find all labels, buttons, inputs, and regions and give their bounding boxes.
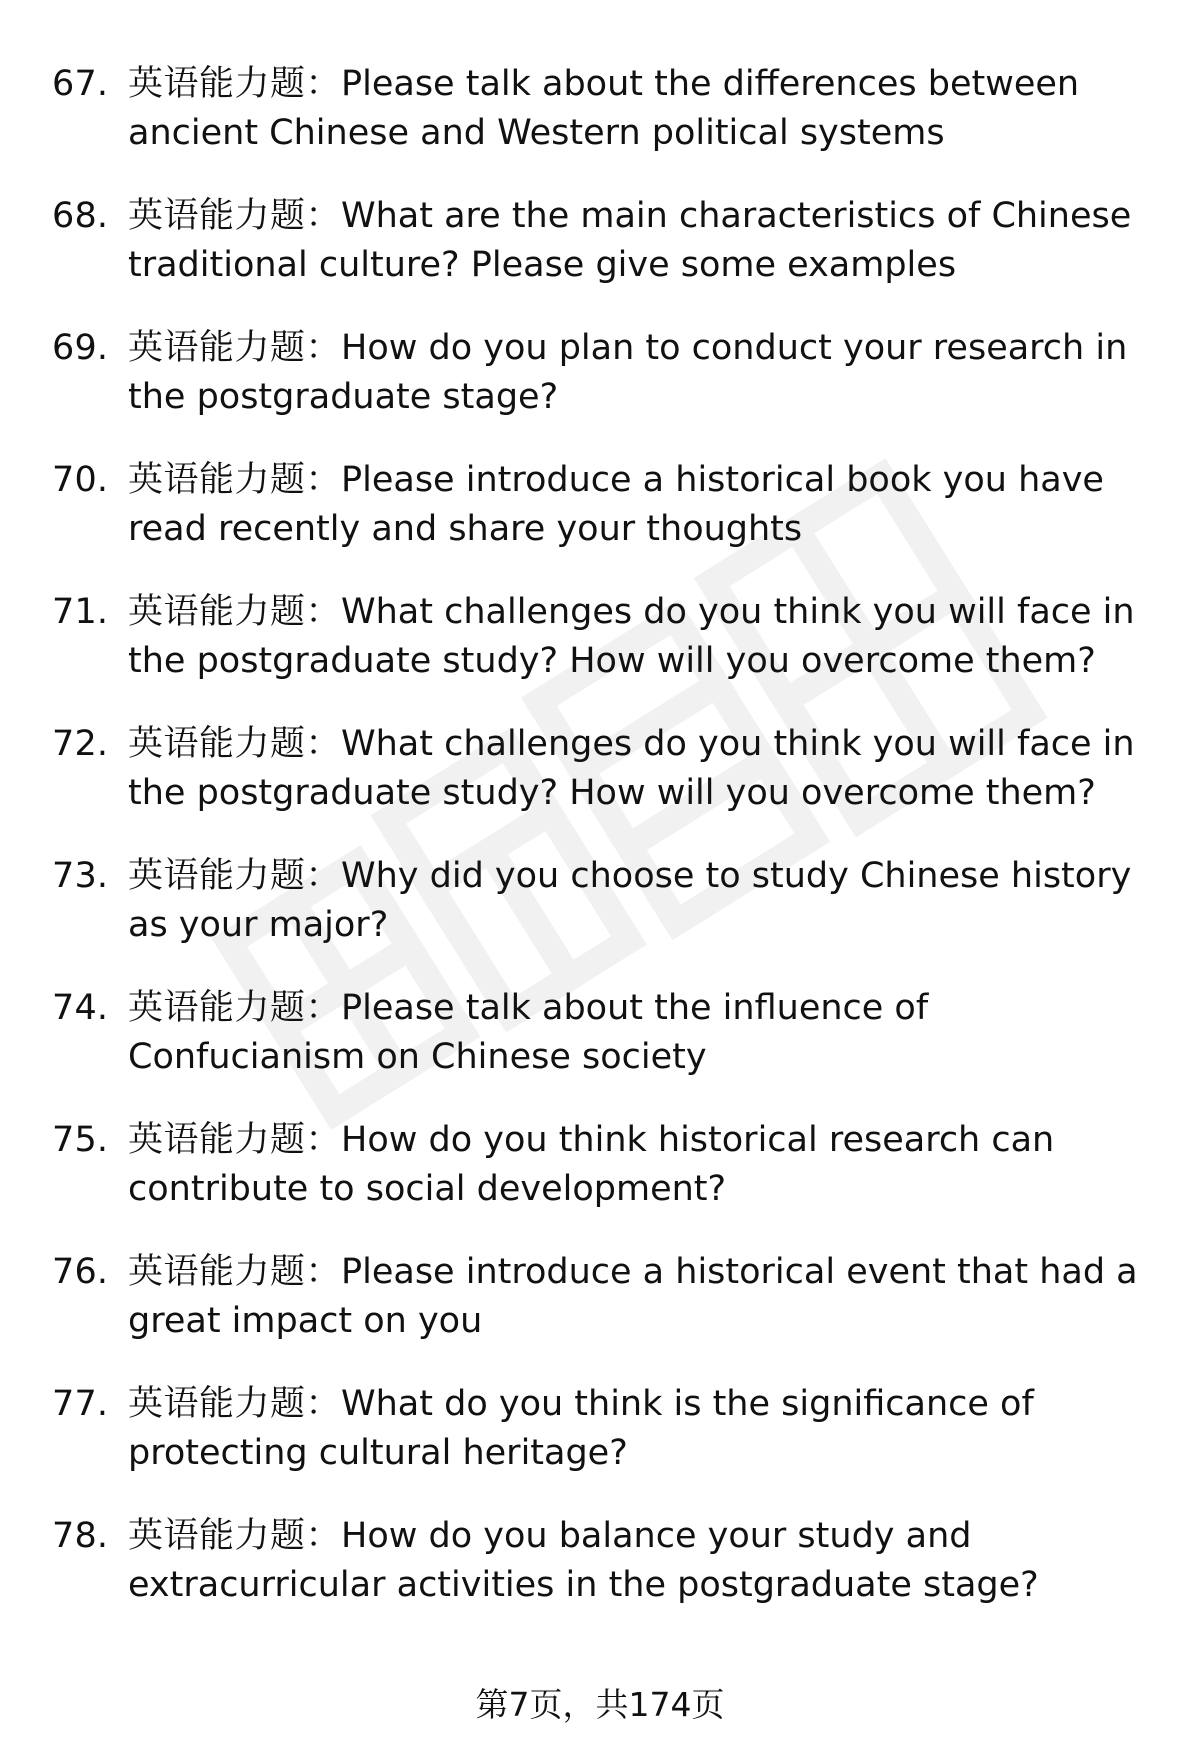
question-item-71 [52,588,1152,720]
question-body [128,588,1152,686]
question-list [52,60,1152,1644]
question-item-78 [52,1512,1152,1644]
page-number-text: 第7页，共174页 [475,1685,725,1724]
question-number: 69. [52,328,109,368]
question-text: What challenges do you think you will face in the postgraduate study? How will you overcome them? [128,592,1135,681]
question-number: 77. [52,1384,109,1424]
question-item-72 [52,720,1152,852]
question-text: Please talk about the differences between ancient Chinese and Western political systems [128,64,1080,153]
question-number: 71. [52,592,109,632]
question-body [128,720,1152,818]
question-item-75 [52,1116,1152,1248]
question-number: 75. [52,1120,109,1160]
question-item-69 [52,324,1152,456]
question-body [128,1380,1152,1478]
question-text: How do you plan to conduct your research in the postgraduate stage? [128,328,1128,417]
question-category-label: 英语能力题： [128,856,342,896]
question-item-76 [52,1248,1152,1380]
question-number: 68. [52,196,109,236]
question-text: What challenges do you think you will face in the postgraduate study? How will you overcome them? [128,724,1135,813]
question-text: Please talk about the influence of Confucianism on Chinese society [128,988,929,1077]
question-text: How do you balance your study and extracurricular activities in the postgraduate stage? [128,1516,1039,1605]
question-item-67 [52,60,1152,192]
question-body [128,984,1152,1082]
question-body [128,1116,1152,1214]
question-category-label: 英语能力题： [128,1516,342,1556]
question-item-74 [52,984,1152,1116]
question-number: 70. [52,460,109,500]
question-category-label: 英语能力题： [128,460,342,500]
question-body [128,1512,1152,1610]
question-text: Please introduce a historical event that had a great impact on you [128,1252,1138,1341]
page-footer [0,1683,1200,1727]
question-body [128,852,1152,950]
question-item-68 [52,192,1152,324]
question-number: 67. [52,64,109,104]
question-category-label: 英语能力题： [128,724,342,764]
question-number: 73. [52,856,109,896]
question-number: 74. [52,988,109,1028]
question-number: 72. [52,724,109,764]
question-text: Why did you choose to study Chinese history as your major? [128,856,1132,945]
question-body [128,1248,1152,1346]
question-text: How do you think historical research can contribute to social development? [128,1120,1055,1209]
question-category-label: 英语能力题： [128,592,342,632]
question-category-label: 英语能力题： [128,988,342,1028]
question-body [128,324,1152,422]
question-category-label: 英语能力题： [128,196,342,236]
question-number: 76. [52,1252,109,1292]
question-category-label: 英语能力题： [128,1120,342,1160]
question-item-70 [52,456,1152,588]
question-body [128,192,1152,290]
question-category-label: 英语能力题： [128,1384,342,1424]
question-category-label: 英语能力题： [128,1252,342,1292]
question-body [128,456,1152,554]
question-number: 78. [52,1516,109,1556]
question-text: What are the main characteristics of Chinese traditional culture? Please give some examples [128,196,1132,285]
question-text: What do you think is the significance of protecting cultural heritage? [128,1384,1034,1473]
question-text: Please introduce a historical book you have read recently and share your thoughts [128,460,1104,549]
question-category-label: 英语能力题： [128,64,342,104]
question-category-label: 英语能力题： [128,328,342,368]
question-body [128,60,1152,158]
question-item-73 [52,852,1152,984]
question-item-77 [52,1380,1152,1512]
